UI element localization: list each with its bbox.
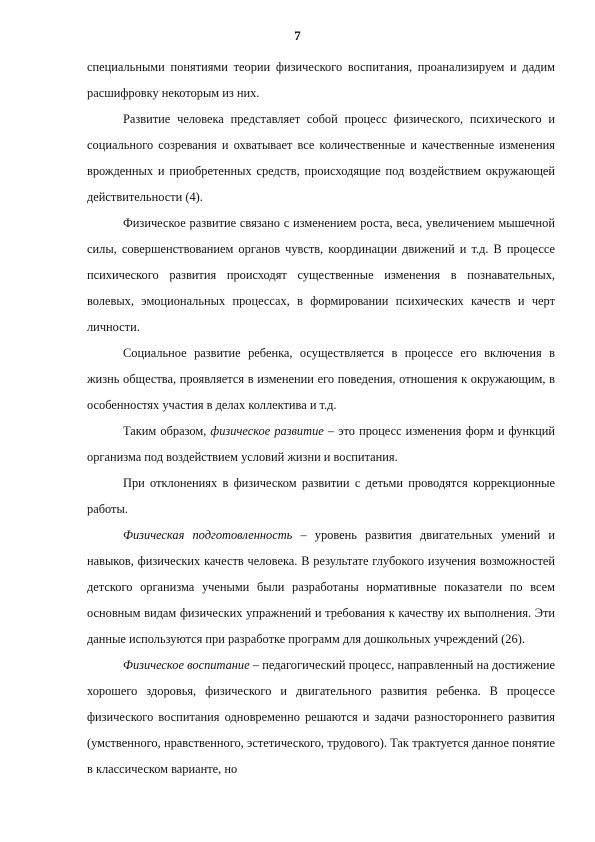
term-physical-education: Физическое воспитание <box>123 658 250 672</box>
paragraph-2 <box>87 106 555 210</box>
paragraph-text: Социальное развитие ребенка, осуществляется в процессе его включения в жизнь общества, проявляется в изменении его поведения, отношения к окружающим, в особенностях участия в делах коллектива и т.д. <box>87 346 555 412</box>
paragraph-text: – педагогический процесс, направленный на достижение хорошего здоровья, физического и двигательного развития ребенка. В процессе физического воспитания одновременно решаются и задачи разностороннего развития (умственного, нравственного, эстетического, трудового). Так трактуется данное понятие в классическом варианте, но <box>87 658 555 776</box>
paragraph-text: специальными понятиями теории физического воспитания, проанализируем и дадим расшифровку некоторым из них. <box>87 60 555 100</box>
paragraph-5 <box>87 418 555 470</box>
paragraph-4 <box>87 340 555 418</box>
paragraph-8 <box>87 652 555 782</box>
paragraph-text: При отклонениях в физическом развитии с детьми проводятся коррекционные работы. <box>87 476 555 516</box>
paragraph-1 <box>87 54 555 106</box>
paragraph-text: Таким образом, <box>123 424 211 438</box>
paragraph-text: Развитие человека представляет собой процесс физического, психического и социального созревания и охватывает все количественные и качественные изменения врожденных и приобретенных средств, происходящие под воздействием окружающей действительности (4). <box>87 112 555 204</box>
paragraph-text: Физическое развитие связано с изменением роста, веса, увеличением мышечной силы, совершенствованием органов чувств, координации движений и т.д. В процессе психического развития происходят существенные изменения в познавательных, волевых, эмоциональных процессах, в формировании психических качеств и черт личности. <box>87 216 555 334</box>
paragraph-3 <box>87 210 555 340</box>
paragraph-7 <box>87 522 555 652</box>
paragraph-text: – уровень развития двигательных умений и навыков, физических качеств человека. В результате глубокого изучения возможностей детского организма учеными были разработаны нормативные показатели по всем основным видам физических упражнений и требования к качеству их выполнения. Эти данные используются при разработке программ для дошкольных учреждений (26). <box>87 528 555 646</box>
paragraph-6 <box>87 470 555 522</box>
term-physical-development: физическое развитие <box>210 424 324 438</box>
body-text <box>87 54 555 782</box>
term-physical-fitness: Физическая подготовленность <box>123 528 293 542</box>
page-number: 7 <box>294 28 301 43</box>
paragraph-text: – это процесс изменения форм и функций организма под воздействием условий жизни и воспитания. <box>87 424 555 464</box>
